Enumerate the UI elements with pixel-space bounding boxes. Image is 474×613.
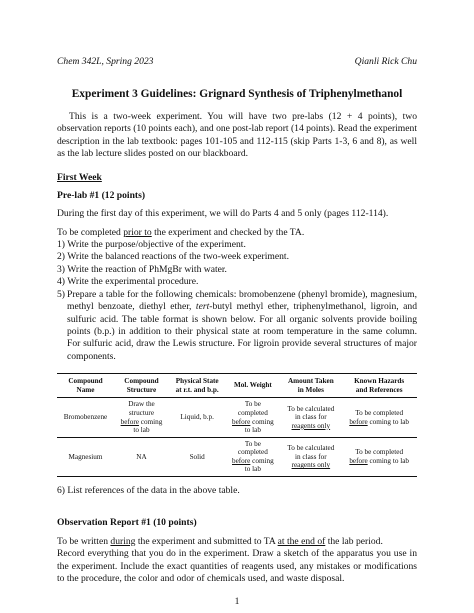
list-item: 1) Write the purpose/objective of the experiment. (57, 239, 246, 251)
column-header: Compound Structure (114, 374, 169, 398)
document-title: Experiment 3 Guidelines: Grignard Synthesis of Triphenylmethanol (71, 88, 403, 101)
prelab1-item-6: 6) List references of the data in the above table. (57, 485, 240, 497)
table-cell: To be completed before coming to lab (232, 439, 274, 474)
column-header: Physical State at r.t. and b.p. (169, 374, 225, 398)
column-header: Compound Name (57, 374, 114, 398)
author-name: Qianli Rick Chu (354, 56, 417, 67)
page-number: 1 (234, 596, 240, 607)
table-cell: To be completed before coming to lab (349, 408, 409, 426)
course-label: Chem 342L, Spring 2023 (57, 56, 154, 67)
table-cell: Liquid, b.p. (180, 413, 214, 422)
observation-timing-note: To be written during the experiment and submitted to TA at the end of the lab period. (57, 535, 383, 547)
column-header: Mol. Weight (225, 374, 280, 398)
observation-report-heading: Observation Report #1 (10 points) (57, 517, 197, 529)
prelab1-list (57, 239, 417, 363)
column-header: Known Hazards and References (341, 374, 417, 398)
table-cell: Solid (189, 452, 205, 461)
table-cell: Draw the structure before coming to lab (120, 400, 163, 435)
table-cell: NA (136, 452, 147, 461)
section-heading-first-week: First Week (57, 172, 102, 184)
observation-instructions: Record everything that you do in the experiment. Draw a sketch of the apparatus you use in the experiment. Include the exact quantities of reagents used, any mistakes or modifications to the procedure, the color and odor of chemicals used, and waste disposal. (57, 548, 417, 585)
list-item: 2) Write the balanced reactions of the two-week experiment. (57, 251, 289, 263)
table-cell: Bromobenzene (63, 413, 108, 422)
intro-paragraph: This is a two-week experiment. You will have two pre-labs (12 + 4 points), two observation reports (10 points each), and one post-lab report (14 points). Read the experiment description in the lab textbook: pages 101-105 and 112-115 (skip Parts 1-3, 6 and 8), as well as the lab lecture slides posted on our blackboard. (57, 110, 417, 160)
page-header (57, 56, 417, 68)
column-header: Amount Taken in Moles (280, 374, 341, 398)
table-cell: Magnesium (68, 452, 103, 461)
table-header-row (57, 374, 417, 398)
table-cell: To be calculated in class for reagents only (287, 404, 335, 430)
list-item: 4) Write the experimental procedure. (57, 276, 199, 288)
prelab1-lead: During the first day of this experiment, we will do Parts 4 and 5 only (pages 112-114). (57, 208, 389, 220)
table-row (57, 398, 417, 437)
table-row (57, 437, 417, 476)
chemical-table (57, 373, 417, 477)
table-cell: To be calculated in class for reagents only (287, 443, 335, 470)
list-item: 3) Write the reaction of PhMgBr with water. (57, 263, 227, 275)
table-cell: To be completed before coming to lab (349, 448, 409, 465)
table-cell: To be completed before coming to lab (232, 400, 274, 435)
list-item: 5) Prepare a table for the following chemicals: bromobenzene (phenyl bromide), magnesium, methyl benzoate, diethyl ether, tert-butyl methyl ether, triphenylmethanol, ligroin, and sulfuric acid. The table format is shown below. For all organic solvents provide boiling points (b.p.) in addition to their physical state at room temperature in the same column. For sulfuric acid, draw the Lewis structure. For ligroin provide several structures of major components. (57, 288, 418, 362)
prelab1-completion-note: To be completed prior to the experiment and checked by the TA. (57, 226, 305, 238)
prelab1-heading: Pre-lab #1 (12 points) (57, 189, 146, 201)
